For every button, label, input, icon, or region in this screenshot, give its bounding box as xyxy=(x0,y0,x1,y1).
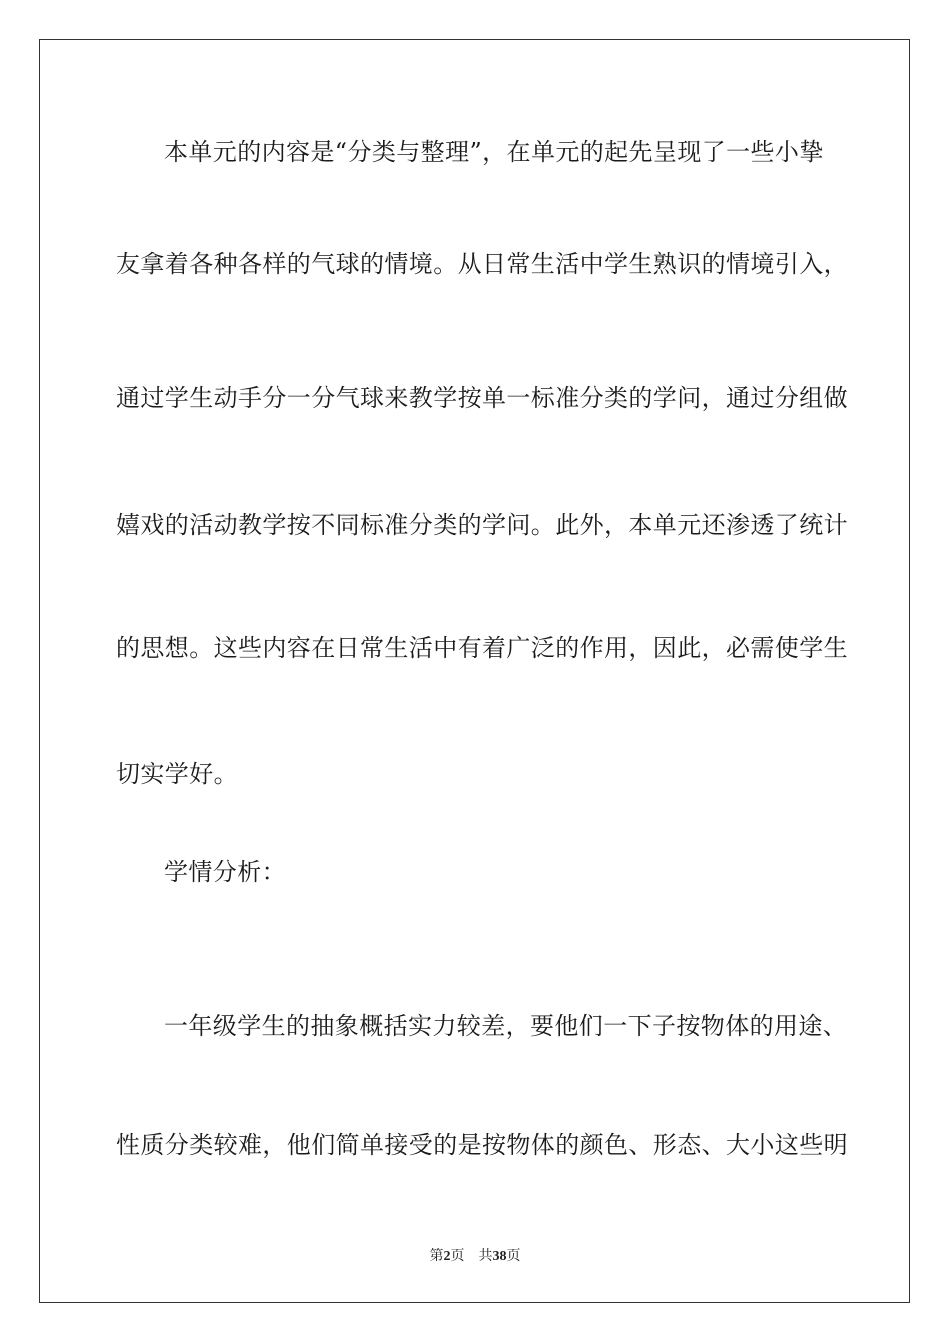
paragraph-line-4: 嬉戏的活动教学按不同标准分类的学问。此外，本单元还渗透了统计 xyxy=(116,511,848,539)
paragraph-line-8: 性质分类较难，他们简单接受的是按物体的颜色、形态、大小这些明 xyxy=(116,1131,848,1159)
footer-total-suffix: 页 xyxy=(506,1248,521,1264)
footer-page-prefix: 第 xyxy=(429,1248,444,1264)
page-frame xyxy=(39,39,910,1303)
footer-total-prefix: 共 xyxy=(478,1248,493,1264)
footer-total-pages: 38 xyxy=(492,1249,507,1264)
page-footer xyxy=(0,1247,950,1266)
paragraph-line-2: 友拿着各种各样的气球的情境。从日常生活中学生熟识的情境引入， xyxy=(116,250,848,278)
paragraph-line-6: 切实学好。 xyxy=(116,760,238,788)
paragraph-line-5: 的思想。这些内容在日常生活中有着广泛的作用，因此，必需使学生 xyxy=(116,634,848,662)
footer-page-number: 2 xyxy=(443,1249,451,1264)
paragraph-line-3: 通过学生动手分一分气球来教学按单一标准分类的学问，通过分组做 xyxy=(116,384,848,412)
section-heading: 学情分析： xyxy=(164,858,286,886)
paragraph-line-7: 一年级学生的抽象概括实力较差，要他们一下子按物体的用途、 xyxy=(164,1012,848,1040)
footer-page-suffix: 页 xyxy=(450,1248,465,1264)
paragraph-line-1: 本单元的内容是“分类与整理”，在单元的起先呈现了一些小挚 xyxy=(164,138,824,166)
